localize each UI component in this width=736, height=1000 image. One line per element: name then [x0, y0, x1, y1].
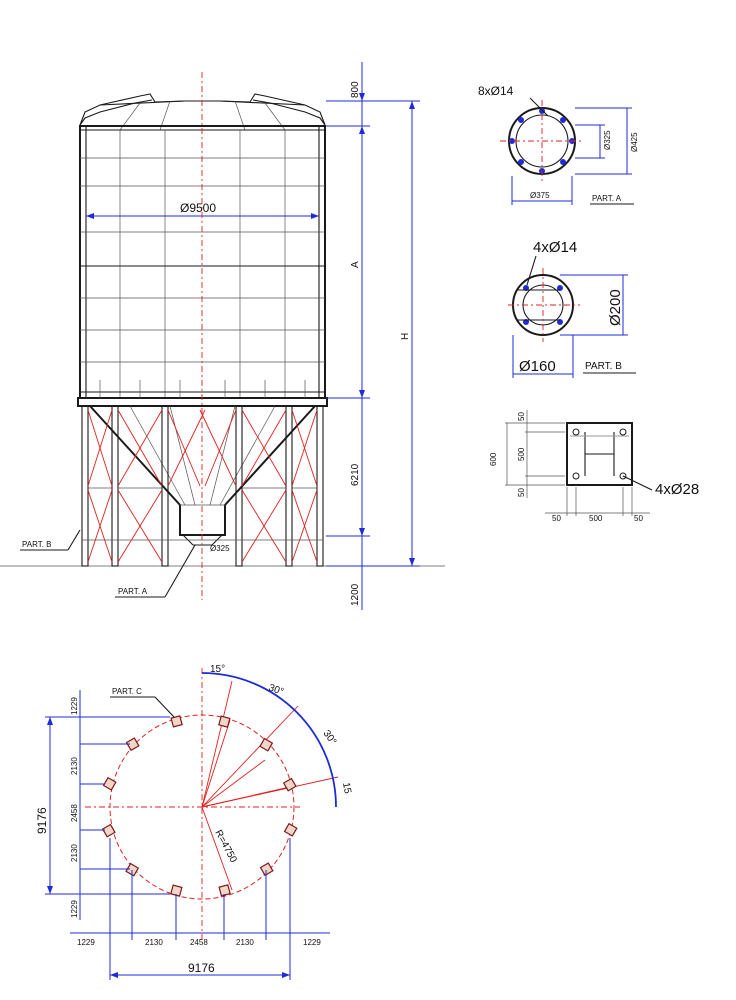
plan-overall-v: 9176 [35, 807, 49, 834]
h-dim-1: 1229 [77, 938, 95, 947]
column-pads [103, 716, 297, 896]
cylinder-dim: A [350, 261, 361, 268]
v-dim-5: 1229 [70, 900, 79, 918]
silo-cylinder [78, 126, 327, 406]
plan-overall-h: 9176 [188, 961, 215, 975]
detail-b [508, 239, 636, 378]
roof-dim: 800 [350, 81, 361, 98]
detail-a-bottom-dim: Ø375 [530, 191, 550, 200]
base-dim: 1200 [350, 583, 361, 606]
silo-roof [80, 94, 325, 130]
cross-bracing [88, 410, 317, 562]
h-dim-3: 2458 [190, 938, 208, 947]
part-b-callout: PART. B [22, 540, 52, 549]
detail-c-height: 600 [489, 452, 498, 466]
h-dim-4: 2130 [236, 938, 254, 947]
detail-b-holes: 4xØ14 [533, 239, 578, 256]
part-c-callout: PART. C [112, 687, 142, 696]
detail-c-mid: 500 [517, 447, 526, 461]
detail-c-bot: 50 [517, 488, 526, 497]
detail-b-inner-dim: Ø160 [519, 358, 556, 375]
detail-a-title: PART. A [592, 194, 622, 203]
detail-a-outer-dim: Ø425 [630, 132, 639, 152]
detail-c-top: 50 [517, 412, 526, 421]
detail-c-holes: 4xØ28 [655, 481, 700, 498]
diameter-label: Ø9500 [180, 201, 217, 215]
part-a-callout: PART. A [118, 587, 148, 596]
angle-4: 15 [340, 781, 353, 795]
v-dim-3: 2458 [70, 804, 79, 822]
vertical-dimensions [326, 62, 420, 610]
detail-c-br: 50 [634, 514, 643, 523]
detail-b-title: PART. B [585, 361, 622, 372]
hopper-dim: 6210 [350, 463, 361, 486]
total-height-dim: H [400, 332, 411, 340]
detail-a-inner-dim: Ø325 [603, 130, 612, 150]
outlet-label: Ø325 [210, 544, 230, 553]
detail-a [478, 84, 639, 205]
v-dim-4: 2130 [70, 844, 79, 862]
elevation-view [0, 62, 445, 610]
detail-b-outer-dim: Ø200 [607, 289, 624, 326]
plan-view [35, 664, 353, 980]
radius-label: R=4750 [212, 828, 239, 865]
h-dim-2: 2130 [145, 938, 163, 947]
v-dim-2: 2130 [70, 757, 79, 775]
plan-horizontal-dims [70, 838, 330, 980]
plan-vertical-dims [35, 690, 170, 920]
detail-c-bm: 500 [589, 514, 603, 523]
detail-a-holes: 8xØ14 [478, 84, 514, 98]
angle-1: 15° [210, 664, 226, 675]
detail-c [489, 410, 699, 523]
angle-2: 30° [266, 682, 285, 698]
angle-3: 30° [320, 728, 339, 748]
detail-c-bl: 50 [552, 514, 561, 523]
h-dim-5: 1229 [303, 938, 321, 947]
v-dim-1: 1229 [70, 697, 79, 715]
